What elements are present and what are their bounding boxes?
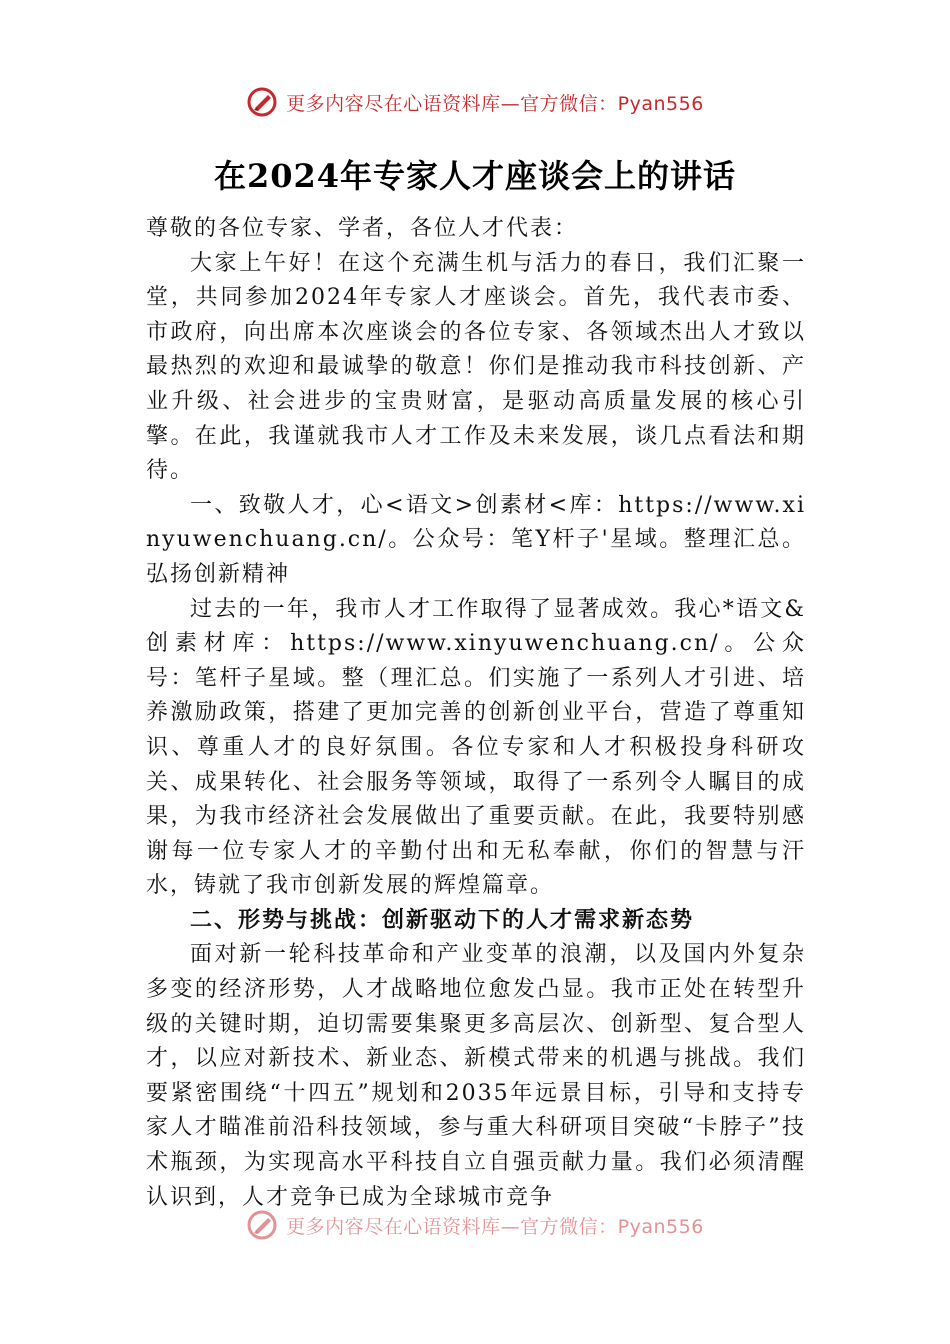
section-heading-one: 一、致敬人才，心<语文>创素材<库：https://www.xinyuwenchuang.cn/。公众号：笔Y杆子'星域。整理汇总。弘扬创新精神 xyxy=(146,492,806,587)
header-watermark xyxy=(0,82,950,122)
section-heading-two: 二、形势与挑战：创新驱动下的人才需求新态势 xyxy=(190,907,695,933)
salutation: 尊敬的各位专家、学者，各位人才代表： xyxy=(146,216,579,241)
paragraph: 面对新一轮科技革命和产业变革的浪潮，以及国内外复杂多变的经济形势，人才战略地位愈发凸显。我市正处在转型升级的关键时期，迫切需要集聚更多高层次、创新型、复合型人才，以应对新技术、新业态、新模式带来的机遇与挑战。我们要紧密围绕“十四五”规划和2035年远景目标，引导和支持专家人才瞄准前沿科技领域，参与重大科研项目突破“卡脖子”技术瓶颈，为实现高水平科技自立自强贡献力量。我们必须清醒认识到，人才竞争已成为全球城市竞争 xyxy=(146,942,806,1210)
brand-logo-icon xyxy=(246,1209,278,1241)
paragraph: 过去的一年，我市人才工作取得了显著成效。我心*语文&创素材库：https://www.xinyuwenchuang.cn/。公众号：笔杆子星域。整（理汇总。们实施了一系列人才引进、培养激励政策，搭建了更加完善的创新创业平台，营造了尊重知识、尊重人才的良好氛围。各位专家和人才积极投身科研攻关、成果转化、社会服务等领域，取得了一系列令人瞩目的成果，为我市经济社会发展做出了重要贡献。在此，我要特别感谢每一位专家人才的辛勤付出和无私奉献，你们的智慧与汗水，铸就了我市创新发展的辉煌篇章。 xyxy=(146,596,806,899)
document-body xyxy=(146,212,806,1215)
paragraph: 大家上午好！在这个充满生机与活力的春日，我们汇聚一堂，共同参加2024年专家人才座谈会。首先，我代表市委、市政府，向出席本次座谈会的各位专家、各领域杰出人才致以最热烈的欢迎和最诚挚的敬意！你们是推动我市科技创新、产业升级、社会进步的宝贵财富，是驱动高质量发展的核心引擎。在此，我谨就我市人才工作及未来发展，谈几点看法和期待。 xyxy=(146,250,806,484)
brand-logo-icon xyxy=(246,86,278,118)
footer-watermark xyxy=(0,1205,950,1245)
header-watermark-text: 更多内容尽在心语资料库—官方微信：Pyan556 xyxy=(286,92,704,115)
document-title: 在2024年专家人才座谈会上的讲话 xyxy=(213,157,737,195)
footer-watermark-text: 更多内容尽在心语资料库—官方微信：Pyan556 xyxy=(286,1215,704,1238)
